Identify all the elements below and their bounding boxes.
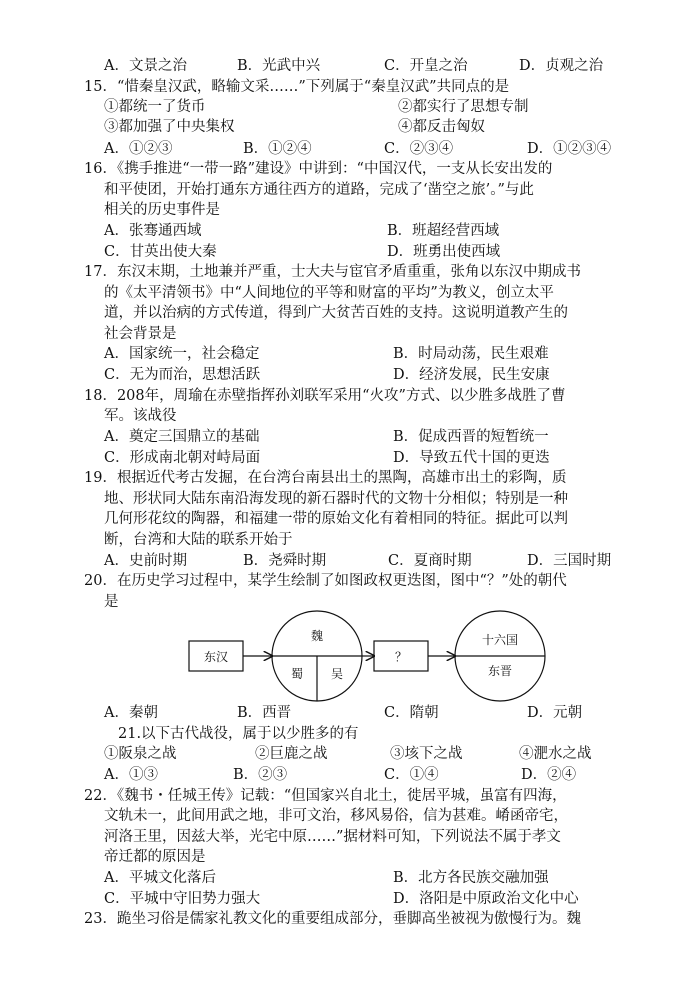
sixteen-kingdoms-circle [455,611,545,701]
q16-option-a: A．张骞通西域 [104,223,202,239]
q19-stem-line-2: 地、形状同大陆东南沿海发现的新石器时代的文物十分相似；特别是一种 [104,491,568,507]
q15-option-d: D．①②③④ [527,141,612,157]
q16-option-d: D．班勇出使西域 [387,244,501,260]
q19-stem-line-3: 几何形花纹的陶器，和福建一带的原始文化有着相同的特征。据此可以判 [104,511,568,527]
q21-item-4: ④淝水之战 [519,746,592,762]
q18-option-d: D．导致五代十国的更迭 [393,450,550,466]
q18-stem-line-1: 18．208年，周瑜在赤壁指挥孙刘联军采用“火攻”方式、以少胜多战胜了曹 [84,388,566,404]
q21-option-c: C．①④ [384,767,439,783]
q17-stem-line-2: 的《太平清领书》中“人间地位的平等和财富的平均”为教义，创立太平 [104,285,554,301]
q19-option-a: A．史前时期 [104,553,187,569]
q18-option-a: A．奠定三国鼎立的基础 [104,429,260,445]
q22-option-b: B．北方各民族交融加强 [393,870,549,886]
q19-option-b: B．尧舜时期 [243,553,327,569]
q21-option-b: B．②③ [233,767,288,783]
q20-option-a: A．秦朝 [104,705,158,721]
q22-option-c: C．平城中守旧势力强大 [104,891,261,907]
q19-option-c: C．夏商时期 [388,553,472,569]
q21-item-2: ②巨鹿之战 [255,746,328,762]
three-kingdoms-circle [272,611,362,701]
q18-stem-line-2: 军。该战役 [104,408,177,424]
q15-item-3: ③都加强了中央集权 [104,119,235,135]
q22-stem-line-2: 文轨未一，此间用武之地，非可文治，移风易俗，信为甚难。崤函帝宅， [104,808,568,824]
q15-option-a: A．①②③ [104,141,173,157]
q22-option-a: A．平城文化落后 [104,870,216,886]
q20-stem-line-2: 是 [104,594,119,610]
eastern-jin-label: 东晋 [487,664,513,678]
q16-option-c: C．甘英出使大秦 [104,244,217,260]
q17-stem-line-4: 社会背景是 [104,326,177,342]
q15-item-4: ④都反击匈奴 [398,119,485,135]
wei-label: 魏 [310,629,324,643]
q18-option-b: B．促成西晋的短暂统一 [393,429,549,445]
q14-option-d: D．贞观之治 [519,58,604,74]
q17-option-a: A．国家统一，社会稳定 [104,346,260,362]
q20-option-d: D．元朝 [527,705,583,721]
q20-stem-line-1: 20．在历史学习过程中，某学生绘制了如图政权更迭图，图中“？”处的朝代 [84,573,567,589]
q15-item-1: ①都统一了货币 [104,99,206,115]
shu-label: 蜀 [290,667,304,681]
q17-option-b: B．时局动荡，民生艰难 [393,346,549,362]
q16-option-b: B．班超经营西域 [387,223,500,239]
unknown-dynasty-box [374,641,428,671]
q15-option-c: C．②③④ [384,141,454,157]
q14-option-b: B．光武中兴 [237,58,321,74]
q21-option-a: A．①③ [104,767,158,783]
q16-stem-line-2: 和平使团，开始打通东方通往西方的道路，完成了‘凿空之旅’。”与此 [104,182,534,198]
q21-item-1: ①阪泉之战 [104,746,177,762]
wu-label: 吴 [330,667,344,681]
q22-option-d: D．洛阳是中原政治文化中心 [393,891,579,907]
q20-option-c: C．隋朝 [384,705,439,721]
q19-stem-line-4: 断，台湾和大陆的联系开始于 [104,532,293,548]
q18-option-c: C．形成南北朝对峙局面 [104,450,261,466]
q20-option-b: B．西晋 [237,705,292,721]
q17-option-d: D．经济发展，民生安康 [393,367,550,383]
q15-item-2: ②都实行了思想专制 [398,99,529,115]
q21-stem: 21.以下古代战役，属于以少胜多的有 [118,726,359,742]
q17-stem-line-3: 道，并以治病的方式传道，得到广大贫苦百姓的支持。这说明道教产生的 [104,305,568,321]
q23-stem-line-1: 23．跪坐习俗是儒家礼教文化的重要组成部分，垂脚高坐被视为傲慢行为。魏 [84,911,581,927]
q17-option-c: C．无为而治，思想活跃 [104,367,261,383]
q19-stem-line-1: 19．根据近代考古发掘，在台湾台南县出土的黑陶，高雄市出土的彩陶，质 [84,470,567,486]
q21-option-d: D．②④ [521,767,577,783]
q16-stem-line-1: 16．《携手推进“一带一路”建设》中讲到：“中国汉代，一支从长安出发的 [84,161,553,177]
eastern-han-label: 东汉 [203,650,229,664]
q19-option-d: D．三国时期 [527,553,612,569]
q15-stem: 15．“惜秦皇汉武，略输文采……”下列属于“秦皇汉武”共同点的是 [84,79,510,95]
q22-stem-line-1: 22．《魏书・任城王传》记载：“但国家兴自北土，徙居平城，虽富有四海， [84,788,567,804]
q22-stem-line-4: 帝迁都的原因是 [104,849,206,865]
q15-option-b: B．①②④ [243,141,312,157]
q14-option-a: A．文景之治 [104,58,187,74]
eastern-han-box [189,641,243,671]
sixteen-kingdoms-label: 十六国 [481,633,519,647]
unknown-dynasty-label: ？ [394,650,408,664]
q21-item-3: ③垓下之战 [390,746,463,762]
q17-stem-line-1: 17．东汉末期，土地兼并严重，士大夫与宦官矛盾重重，张角以东汉中期成书 [84,264,581,280]
q22-stem-line-3: 河洛王里，因兹大举，光宅中原……”据材料可知，下列说法不属于孝文 [104,829,561,845]
q16-stem-line-3: 相关的历史事件是 [104,202,220,218]
q14-option-c: C．开皇之治 [384,58,468,74]
